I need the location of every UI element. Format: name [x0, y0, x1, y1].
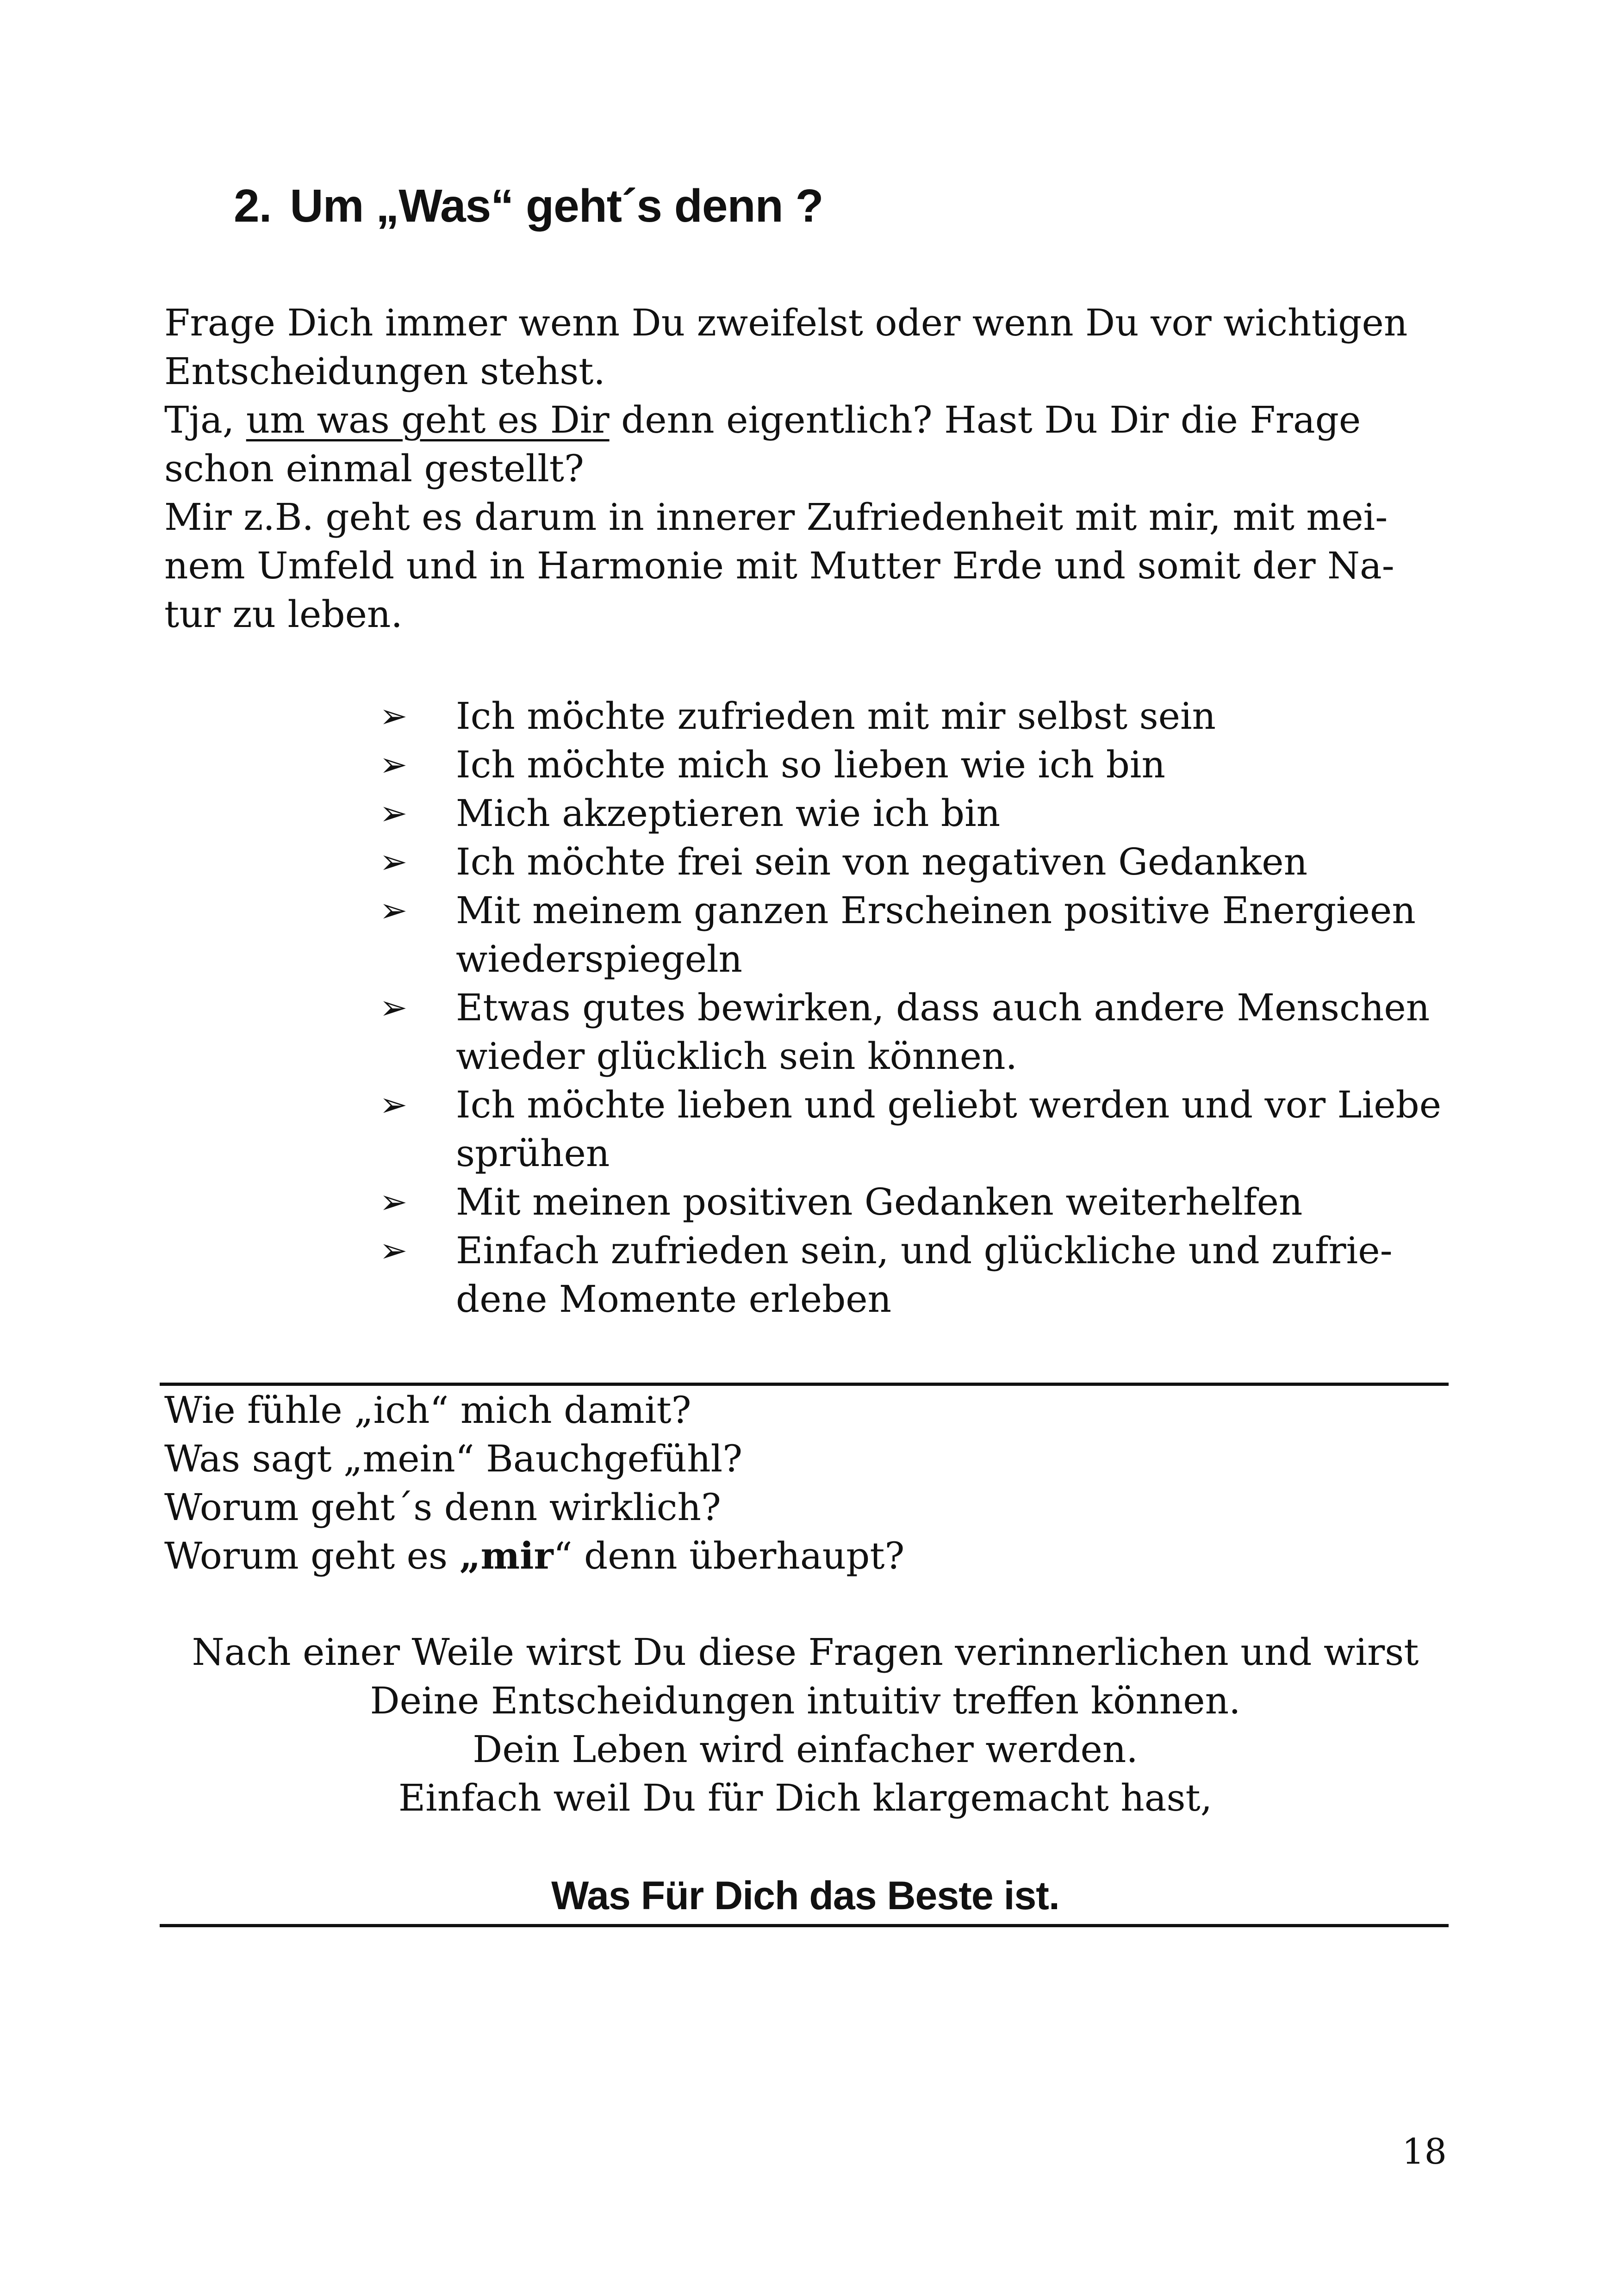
emphasized-word: „mir [459, 1534, 554, 1577]
arrowhead-bullet-icon: ➢ [380, 794, 408, 832]
list-item-text: Ich möchte lieben und geliebt werden und vor Liebe sprühen [456, 1083, 1442, 1175]
intro-line: nem Umfeld und in Harmonie mit Mutter Erde und somit der Na- [164, 544, 1394, 587]
question-text: Worum geht es [164, 1534, 460, 1577]
section-number: 2. [234, 180, 272, 232]
closing-line: Deine Entscheidungen intuitiv treffen können. [370, 1679, 1241, 1722]
closing-paragraph [164, 1628, 1446, 1822]
underlined-phrase: um was geht es Dir [246, 398, 610, 441]
closing-line: Dein Leben wird einfacher werden. [473, 1728, 1138, 1771]
list-item [380, 740, 1449, 789]
list-item [380, 1226, 1449, 1323]
list-item-text: Einfach zufrieden sein, und glückliche und zufrie-dene Momente erleben [456, 1229, 1393, 1321]
list-item [380, 789, 1449, 838]
question-text: “ denn überhaupt? [553, 1534, 905, 1577]
question-line: Worum geht´s denn wirklich? [164, 1486, 721, 1529]
reflection-questions [164, 1386, 1446, 1580]
closing-statement: Was Für Dich das Beste ist. [551, 1874, 1059, 1918]
intro-text: denn eigentlich? Hast Du Dir die Frage [621, 398, 1361, 441]
intro-line-question [164, 396, 1446, 444]
arrowhead-bullet-icon: ➢ [380, 745, 408, 784]
arrowhead-bullet-icon: ➢ [380, 891, 408, 930]
intro-line: Mir z.B. geht es darum in innerer Zufriedenheit mit mir, mit mei- [164, 496, 1388, 539]
section-title: Um „Was“ geht´s denn ? [290, 180, 823, 232]
list-item [380, 838, 1449, 886]
intro-line: schon einmal gestellt? [164, 447, 584, 490]
list-item-text: Etwas gutes bewirken, dass auch andere Menschen wieder glücklich sein können. [456, 986, 1430, 1078]
closing-line: Nach einer Weile wirst Du diese Fragen verinnerlichen und wirst [192, 1631, 1419, 1674]
arrowhead-bullet-icon: ➢ [380, 1231, 408, 1270]
list-item [380, 692, 1449, 740]
page-number: 18 [1402, 2131, 1447, 2172]
arrowhead-bullet-icon: ➢ [380, 842, 408, 881]
intro-line: Entscheidungen stehst. [164, 350, 605, 393]
intro-line: tur zu leben. [164, 593, 403, 636]
list-item-text: Mit meinem ganzen Erscheinen positive Energieen wiederspiegeln [456, 889, 1416, 980]
arrowhead-bullet-icon: ➢ [380, 988, 408, 1027]
intro-line: Frage Dich immer wenn Du zweifelst oder wenn Du vor wichtigen [164, 301, 1408, 344]
divider-top [160, 1383, 1449, 1386]
arrowhead-bullet-icon: ➢ [380, 1085, 408, 1124]
list-item [380, 1178, 1449, 1226]
list-item [380, 886, 1449, 983]
question-line: Was sagt „mein“ Bauchgefühl? [164, 1437, 743, 1480]
wishes-list [380, 692, 1449, 1323]
list-item-text: Ich möchte mich so lieben wie ich bin [456, 743, 1166, 786]
divider-bottom [160, 1924, 1449, 1927]
list-item [380, 983, 1449, 1080]
list-item-text: Ich möchte zufrieden mit mir selbst sein [456, 695, 1216, 738]
list-item-text: Mich akzeptieren wie ich bin [456, 792, 1001, 835]
list-item-text: Mit meinen positiven Gedanken weiterhelfen [456, 1180, 1303, 1223]
section-heading [234, 178, 823, 234]
question-line [164, 1532, 1446, 1580]
question-line: Wie fühle „ich“ mich damit? [164, 1389, 691, 1432]
closing-line: Einfach weil Du für Dich klargemacht hast, [398, 1776, 1213, 1819]
list-item [380, 1080, 1449, 1178]
intro-paragraph [164, 298, 1446, 639]
list-item-text: Ich möchte frei sein von negativen Gedanken [456, 840, 1308, 883]
arrowhead-bullet-icon: ➢ [380, 696, 408, 735]
intro-text: Tja, [164, 398, 235, 441]
arrowhead-bullet-icon: ➢ [380, 1182, 408, 1221]
